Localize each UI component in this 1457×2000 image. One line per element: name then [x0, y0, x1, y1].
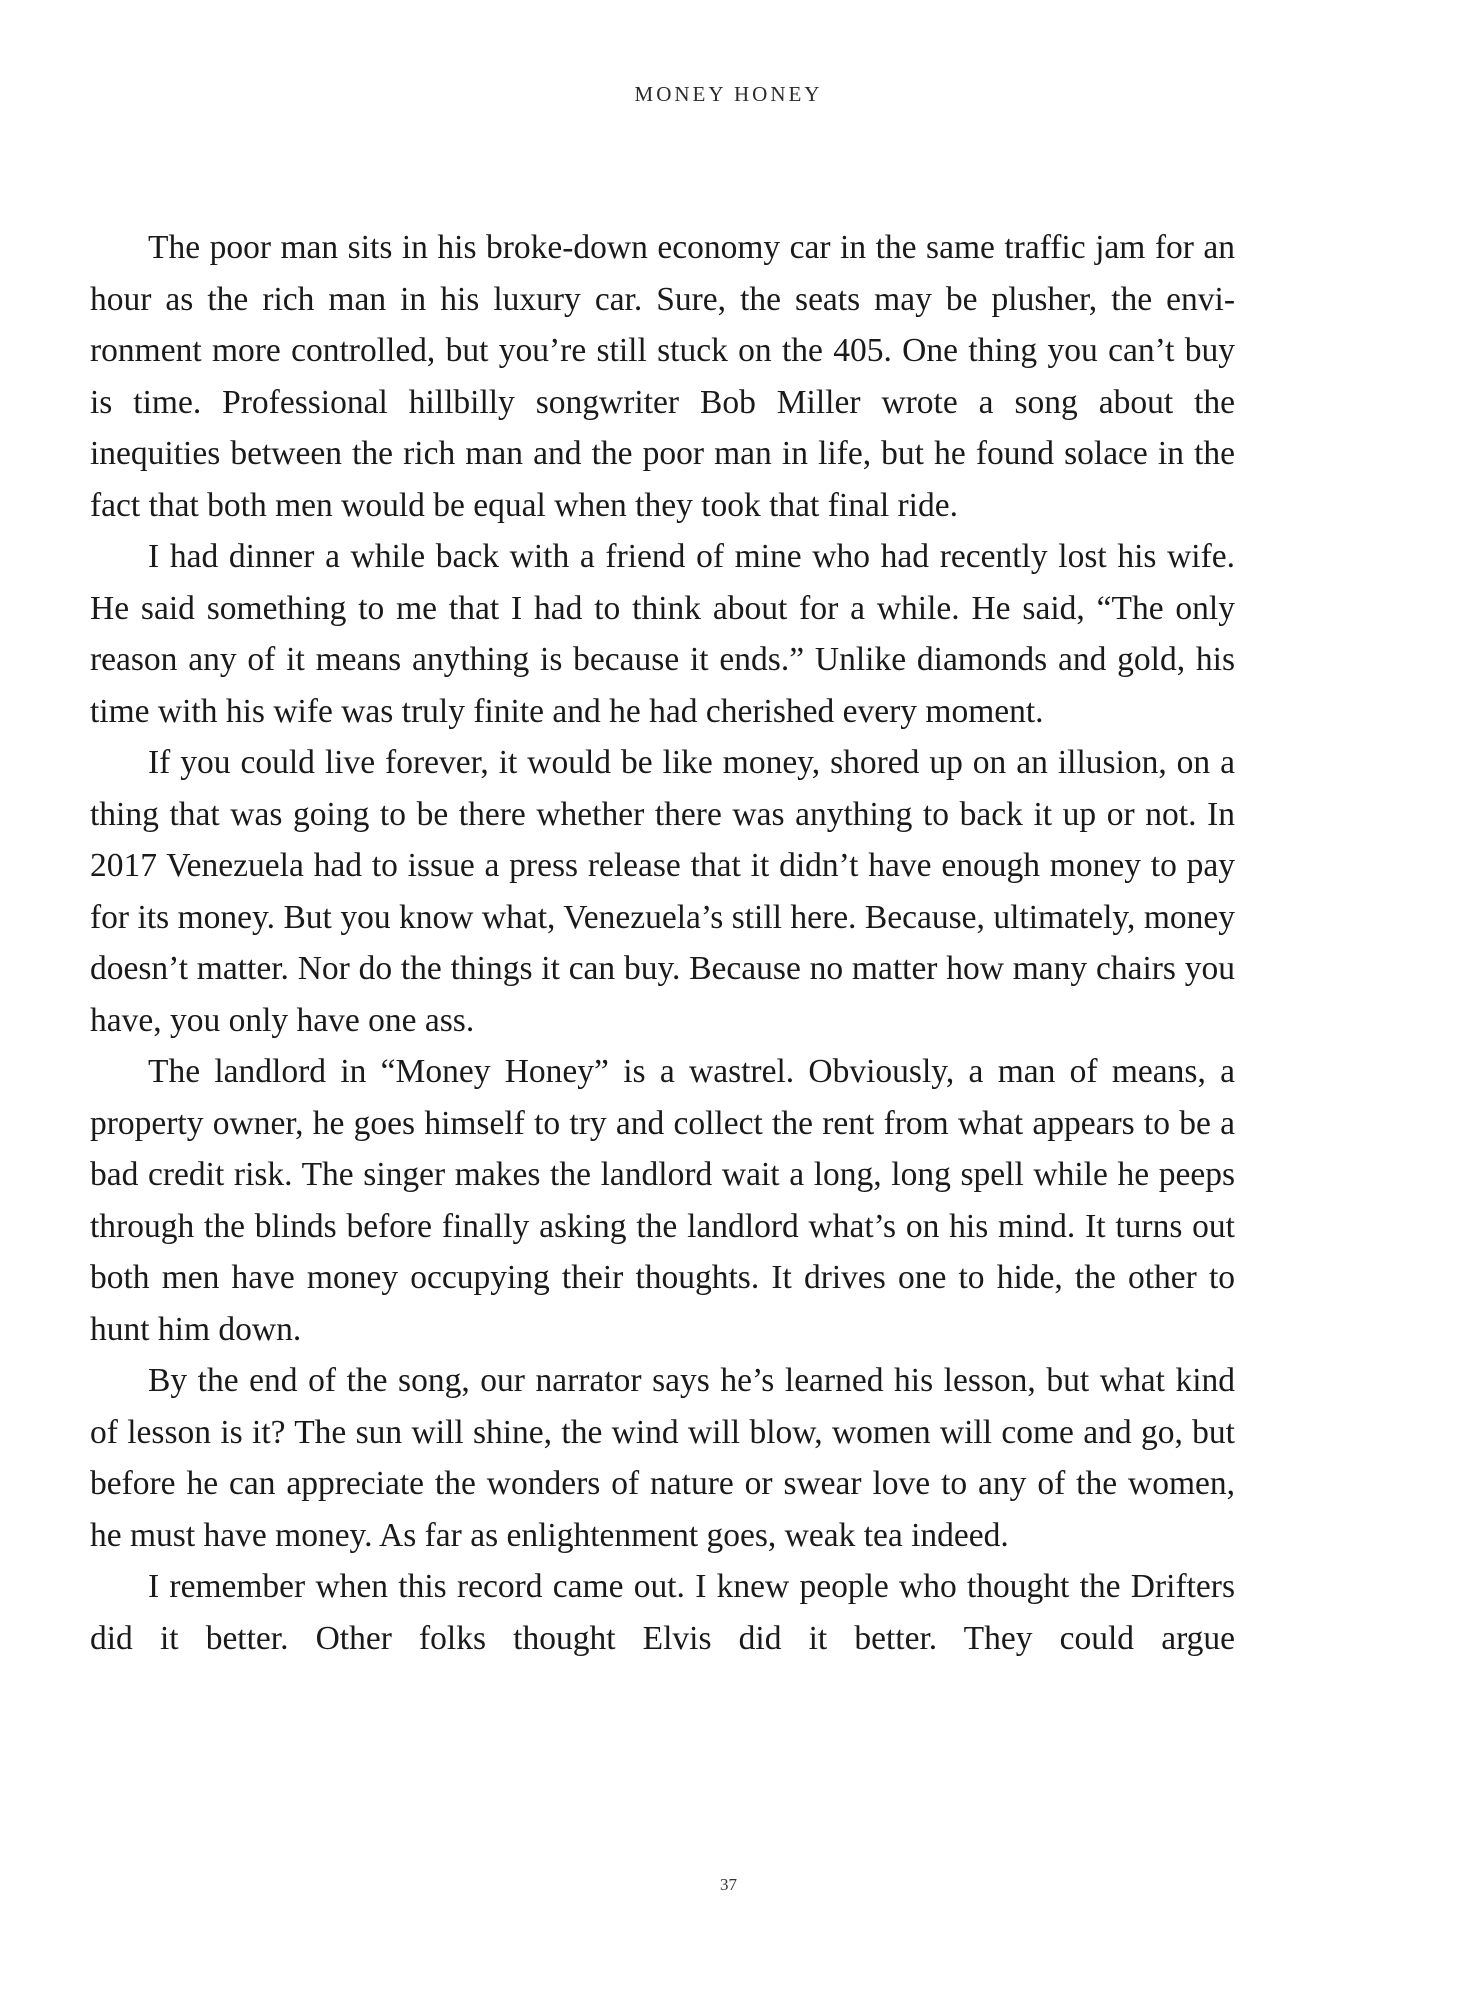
paragraph: If you could live forever, it would be like money, shored up on an illusion, on a thing that was going to be there whether there was anything to back it up or not. In 2017 Venezuela had to issue a press release that it didn’t have enough money to pay for its money. But you know what, Venezuela’s still here. Because, ultimately, money doesn’t matter. Nor do the things it can buy. Because no matter how many chairs you have, you only have one ass. [90, 744, 1235, 1039]
body-text [90, 222, 1235, 1664]
running-head: MONEY HONEY [634, 82, 823, 106]
paragraph: I remember when this record came out. I knew people who thought the Drifters did it better. Other folks thought Elvis did it better. They could argue [90, 1568, 1235, 1657]
paragraph: The landlord in “Money Honey” is a wastrel. Obviously, a man of means, a property owner, he goes himself to try and collect the rent from what appears to be a bad credit risk. The singer makes the landlord wait a long, long spell while he peeps through the blinds before finally asking the landlord what’s on his mind. It turns out both men have money occupying their thoughts. It drives one to hide, the other to hunt him down. [90, 1053, 1235, 1348]
paragraph: By the end of the song, our narrator says he’s learned his lesson, but what kind of lesson is it? The sun will shine, the wind will blow, women will come and go, but before he can appreciate the wonders of nature or swear love to any of the women, he must have money. As far as enlightenment goes, weak tea indeed. [90, 1362, 1235, 1554]
paragraph: The poor man sits in his broke-down economy car in the same traffic jam for an hour as the rich man in his luxury car. Sure, the seats may be plusher, the environment more controlled, but you’re still stuck on the 405. One thing you can’t buy is time. Professional hillbilly songwriter Bob Miller wrote a song about the inequities between the rich man and the poor man in life, but he found solace in the fact that both men would be equal when they took that final ride. [90, 229, 1235, 524]
page-number: 37 [720, 1875, 737, 1894]
paragraph: I had dinner a while back with a friend of mine who had recently lost his wife. He said something to me that I had to think about for a while. He said, “The only reason any of it means anything is because it ends.” Unlike diamonds and gold, his time with his wife was truly finite and he had cherished every moment. [90, 538, 1235, 730]
